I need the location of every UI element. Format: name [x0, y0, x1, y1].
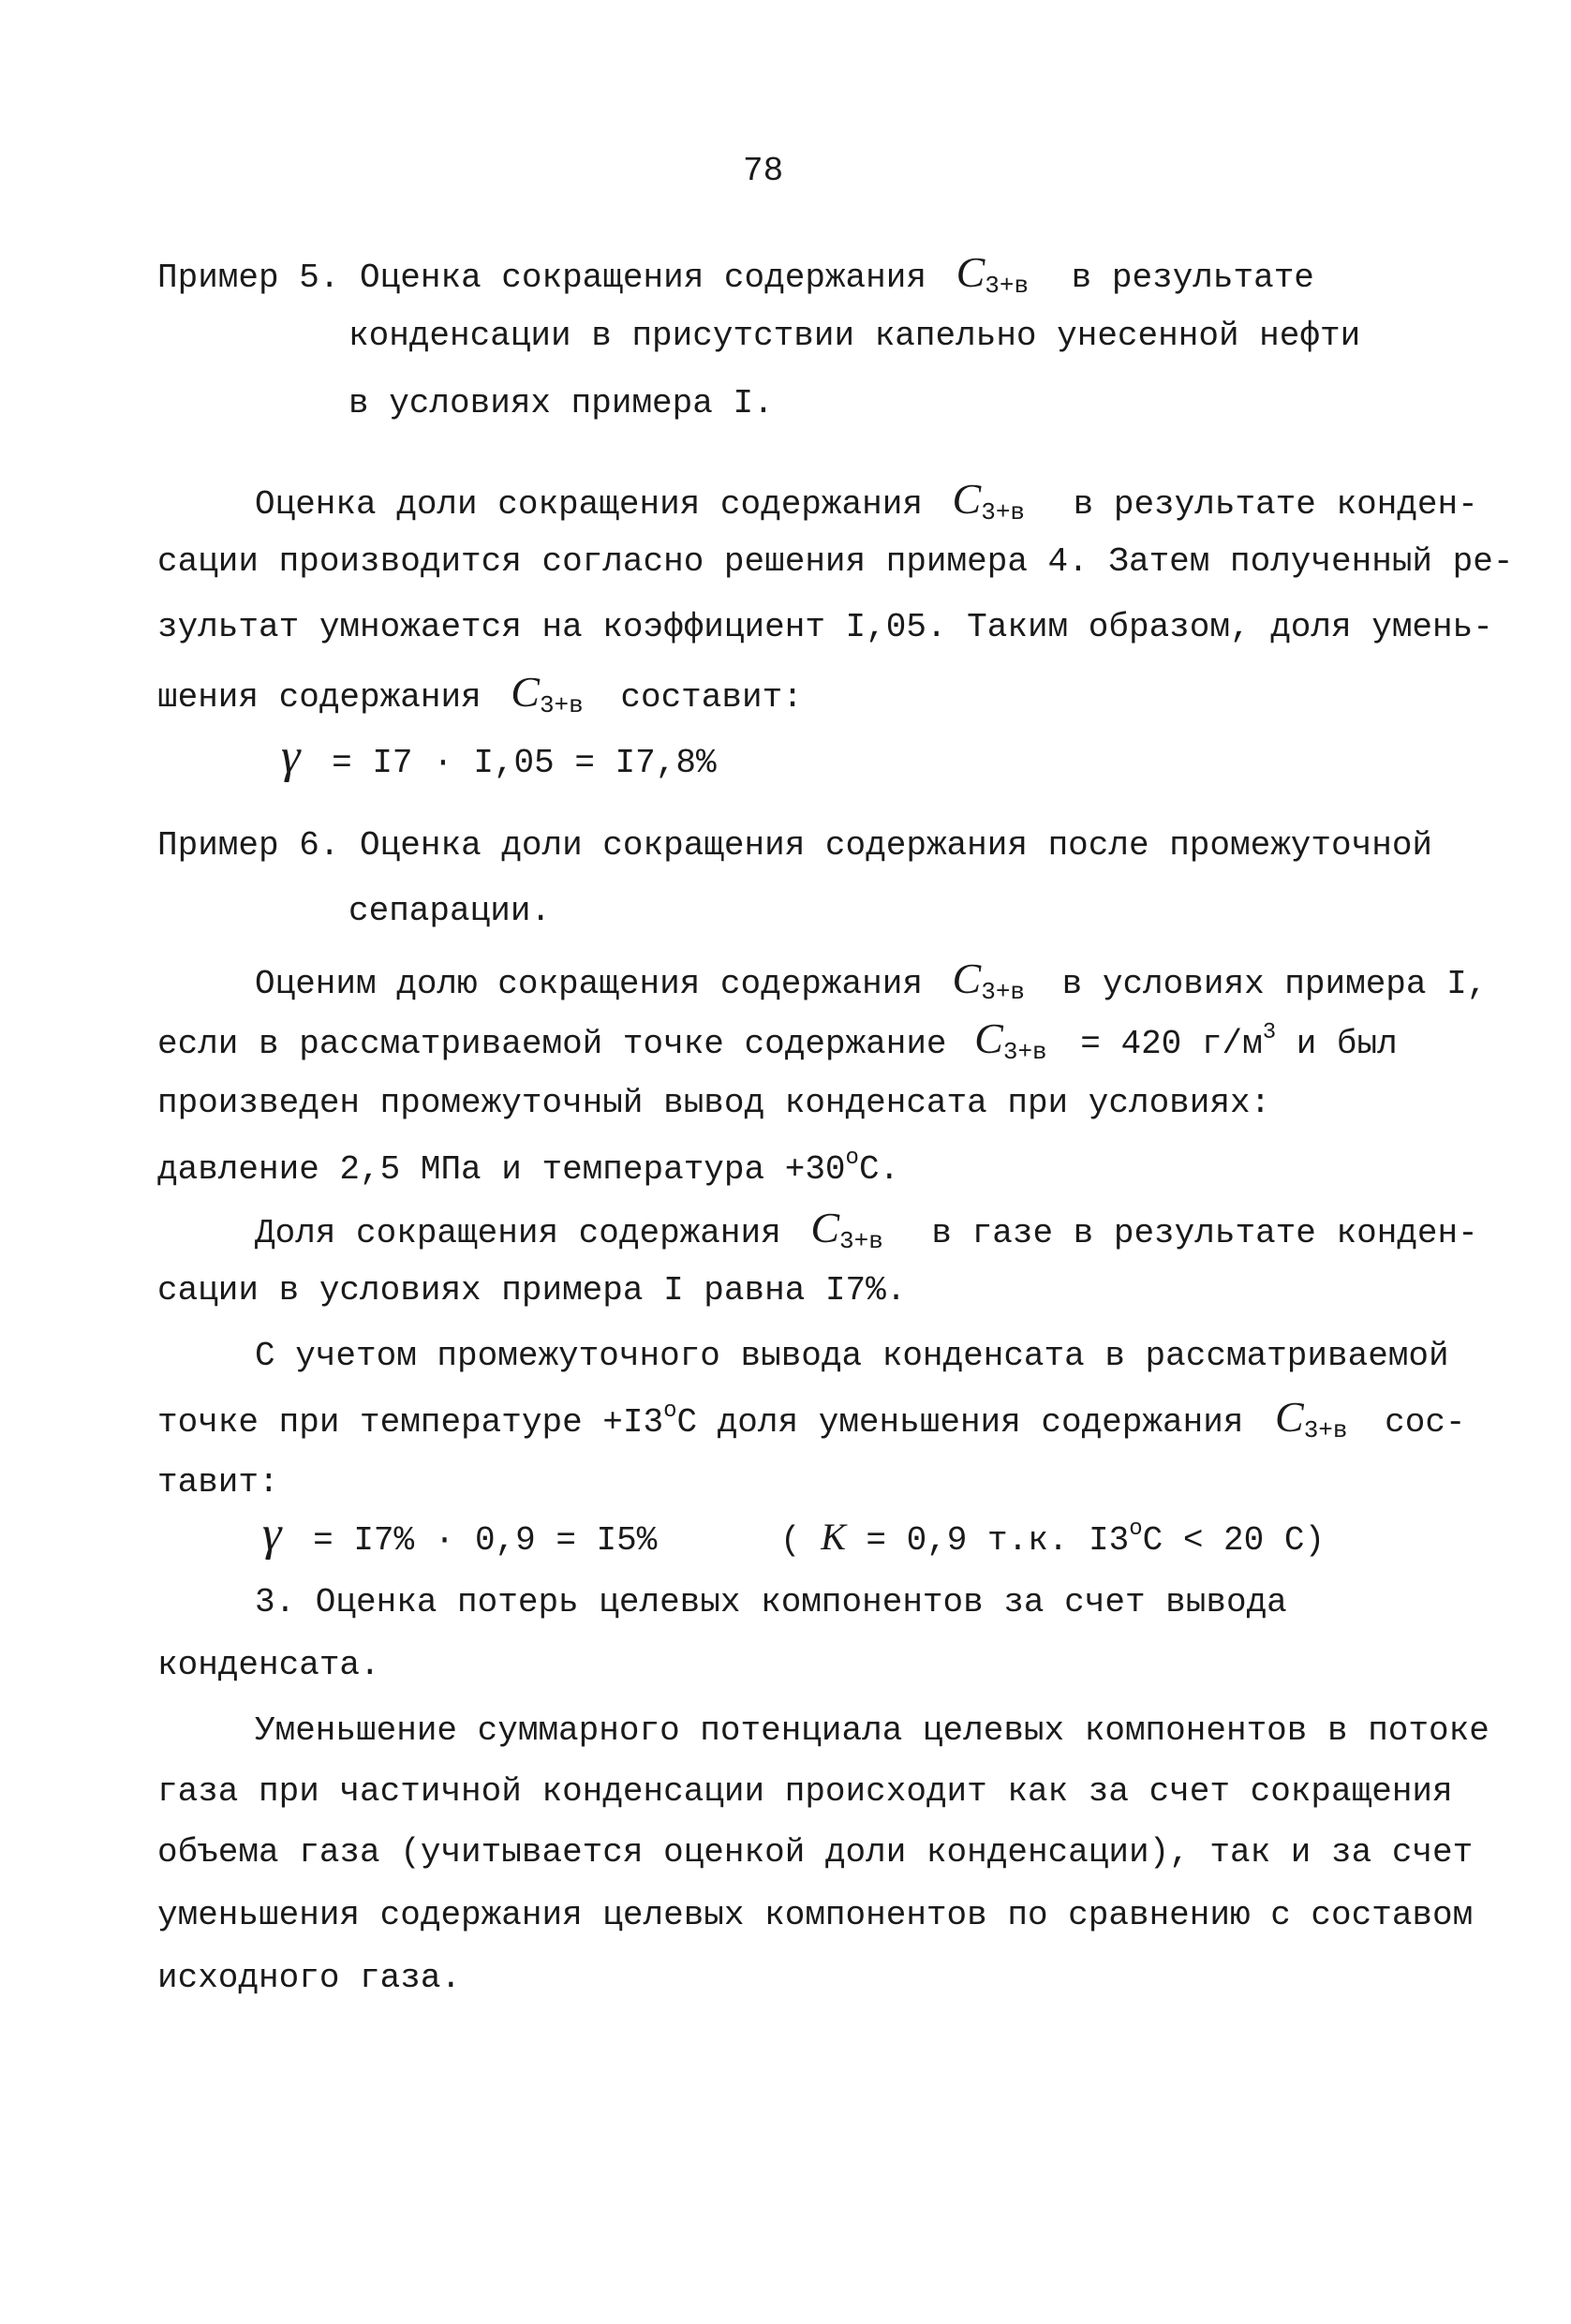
example6-heading-text: Оценка доли сокращения содержания после промежуточной [360, 826, 1433, 865]
c-subscript: 3+в [1002, 1038, 1047, 1066]
section3-para-line3: объема газа (учитывается оценкой доли конденсации), так и за счет [157, 1833, 1474, 1872]
superscript: о [663, 1399, 677, 1424]
example5-para-line3: зультат умножается на коэффициент I,05. Таким образом, доля умень- [157, 608, 1493, 646]
example6-para3-line1: С учетом промежуточного вывода конденсата в рассматриваемой [255, 1337, 1449, 1375]
example5-para-text: Оценка доли сокращения содержания [255, 485, 923, 524]
para-text-end: в условиях примера I, [1061, 965, 1488, 1003]
example6-label: Пример 6. [157, 826, 340, 865]
c-subscript: 3+в [985, 272, 1030, 300]
para-text-value: = 420 г/м [1080, 1025, 1263, 1063]
example5-heading-line1 [157, 248, 1314, 300]
example6-para1-line1 [255, 957, 1487, 1004]
example6-para1-line3: произведен промежуточный вывод конденсата при условиях: [157, 1084, 1271, 1122]
c-subscript: 3+в [839, 1227, 883, 1255]
example5-para-text: шения содержания [157, 678, 482, 717]
example5-para-line2: сации производится согласно решения примера 4. Затем полученный ре- [157, 542, 1514, 581]
c-letter: С [1275, 1393, 1304, 1441]
example5-heading-line2: конденсации в присутствии капельно унесенной нефти [348, 317, 1361, 355]
formula-text: = I7% · 0,9 = I5% [313, 1521, 658, 1560]
k-symbol: К [821, 1516, 846, 1558]
example6-heading-line2: сепарации. [348, 892, 552, 930]
formula-paren: ( [779, 1521, 801, 1560]
para-text: Оценим долю сокращения содержания [255, 965, 923, 1003]
section3-heading-line2: конденсата. [157, 1646, 380, 1684]
para-text-end: С. [858, 1150, 900, 1189]
formula-condition: = 0,9 т.к. I3 [866, 1521, 1130, 1560]
c-letter: С [974, 1014, 1003, 1062]
para-text-end: в газе в результате конден- [931, 1214, 1478, 1252]
para-text-end: сос- [1385, 1403, 1466, 1442]
example5-para-text-end: составит: [620, 678, 803, 717]
c3b-symbol [952, 955, 1026, 1006]
example6-para1-line2 [157, 1014, 1398, 1066]
formula-text: = I7 · I,05 = I7,8% [332, 744, 717, 782]
superscript: о [1129, 1517, 1143, 1542]
c-letter: С [952, 955, 982, 1002]
example6-para3-line2 [157, 1393, 1466, 1444]
example6-para3-line3: тавит: [157, 1463, 279, 1502]
gamma-symbol: γ [281, 730, 301, 783]
section3-para-line1: Уменьшение суммарного потенциала целевых компонентов в потоке [255, 1711, 1489, 1750]
para-text: точке при температуре +I3 [157, 1403, 664, 1442]
c3b-symbol [974, 1014, 1047, 1066]
para-text: Доля сокращения содержания [255, 1214, 781, 1252]
example6-formula [262, 1507, 1326, 1561]
para-text: если в рассматриваемой точке содержание [157, 1025, 947, 1063]
para-text: давление 2,5 МПа и температура +30 [157, 1150, 846, 1189]
superscript: о [845, 1146, 859, 1171]
example5-para-line1 [255, 475, 1478, 526]
section3-para-line2: газа при частичной конденсации происходит как за счет сокращения [157, 1772, 1453, 1811]
example5-formula [281, 730, 717, 783]
section3-para-line5: исходного газа. [157, 1959, 462, 1997]
c-letter: С [511, 668, 540, 716]
example6-para2-line2: сации в условиях примера I равна I7%. [157, 1271, 907, 1310]
c-letter: С [956, 248, 986, 296]
example5-heading-line3: в условиях примера I. [348, 384, 774, 422]
c3b-symbol [1275, 1393, 1348, 1444]
c-letter: С [810, 1204, 839, 1251]
c-subscript: 3+в [1303, 1416, 1348, 1444]
c-subscript: 3+в [539, 691, 584, 719]
example5-heading-text: Оценка сокращения содержания [360, 259, 926, 297]
c3b-symbol [952, 475, 1026, 526]
c3b-symbol [511, 668, 584, 719]
c3b-symbol [956, 248, 1030, 300]
para-text-mid: С доля уменьшения содержания [676, 1403, 1244, 1442]
example6-para1-line4 [157, 1147, 899, 1187]
example5-para-text-end: в результате конден- [1073, 485, 1478, 524]
c-subscript: 3+в [981, 978, 1026, 1006]
para-text-end: и был [1276, 1025, 1398, 1063]
c-subscript: 3+в [981, 498, 1026, 526]
formula-condition-end: С < 20 С) [1142, 1521, 1326, 1560]
example5-label: Пример 5. [157, 259, 340, 297]
superscript: 3 [1262, 1020, 1277, 1045]
page-number: 78 [743, 152, 784, 190]
c-letter: С [952, 475, 982, 523]
example5-para-line4 [157, 668, 803, 719]
c3b-symbol [810, 1204, 883, 1255]
section3-para-line4: уменьшения содержания целевых компонентов по сравнению с составом [157, 1896, 1474, 1934]
example6-heading-line1 [157, 826, 1433, 865]
example6-para2-line1 [255, 1206, 1478, 1253]
gamma-symbol: γ [262, 1507, 282, 1561]
section3-heading-line1: 3. Оценка потерь целевых компонентов за счет вывода [255, 1583, 1287, 1621]
example5-heading-text-end: в результате [1071, 259, 1314, 297]
